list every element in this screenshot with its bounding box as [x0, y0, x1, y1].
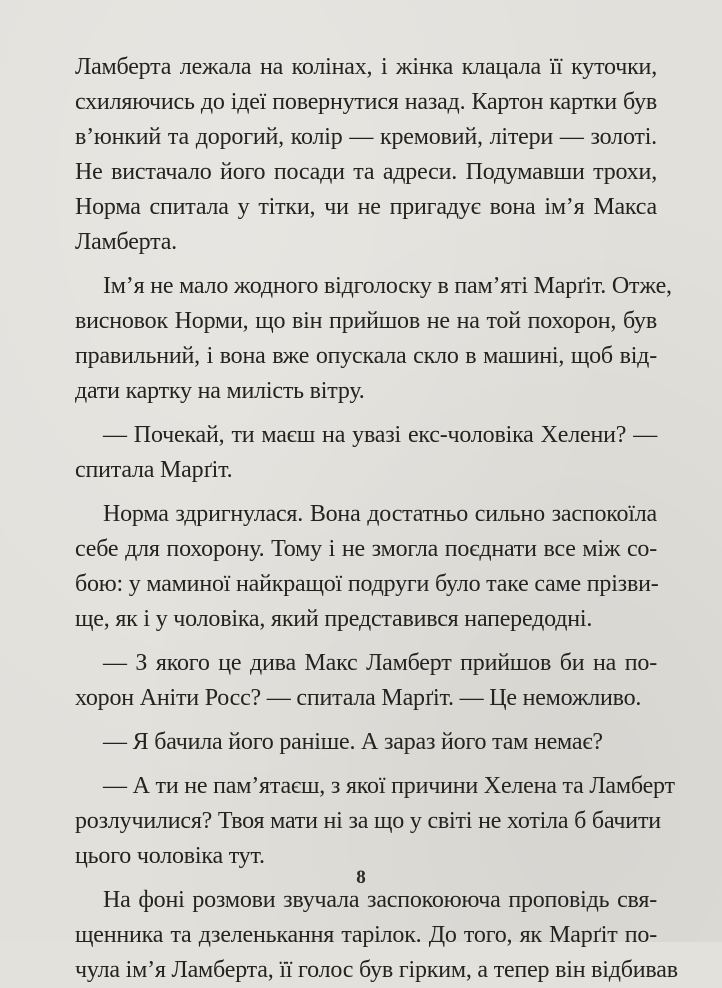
paragraph: [75, 769, 675, 874]
text-line: На фоні розмови звучала заспокоююча проповідь свя-: [103, 887, 657, 913]
text-line: хорон Аніти Росс? — спитала Марґіт. — Це неможливо.: [75, 685, 642, 711]
paragraph-gap: [75, 260, 657, 269]
paragraph-gap: [75, 716, 657, 725]
text-line: — А ти не пам’ятаєш, з якої причини Хелена та Ламберт: [103, 773, 675, 799]
text-line: висновок Норми, що він прийшов не на той похорон, був: [75, 308, 657, 334]
paragraph: [75, 269, 672, 409]
text-line: Норма здригнулася. Вона достатньо сильно заспокоїла: [103, 501, 657, 527]
paragraph-gap: [75, 637, 657, 646]
text-line: цього чоловіка тут.: [75, 843, 265, 869]
paragraph-gap: [75, 488, 657, 497]
paragraph: [75, 497, 657, 637]
page-number: 8: [356, 867, 366, 888]
paragraph: [75, 883, 678, 988]
text-line: дати картку на милість вітру.: [75, 378, 365, 404]
text-line: в’юнкий та дорогий, колір — кремовий, літери — золоті.: [75, 124, 657, 150]
text-line: схиляючись до ідеї повернутися назад. Картон картки був: [75, 89, 657, 115]
text-line: щенника та дзеленькання тарілок. До того, як Марґіт по-: [75, 922, 657, 948]
text-line: спитала Марґіт.: [75, 457, 233, 483]
text-line: правильний, і вона вже опускала скло в машині, щоб від-: [75, 343, 657, 369]
text-line: розлучилися? Твоя мати ні за що у світі не хотіла б бачити: [75, 808, 661, 834]
paragraph: [75, 646, 657, 716]
text-line: — Почекай, ти маєш на увазі екс-чоловіка Хелени? —: [103, 422, 657, 448]
paragraph-gap: [75, 409, 657, 418]
text-line: Норма спитала у тітки, чи не пригадує вона ім’я Макса: [75, 194, 657, 220]
text-line: Ім’я не мало жодного відголоску в пам’яті Марґіт. Отже,: [103, 273, 672, 299]
text-line: Ламберта лежала на колінах, і жінка клацала її куточки,: [75, 54, 657, 80]
text-line: — Я бачила його раніше. А зараз його там немає?: [103, 729, 603, 755]
text-line: чула ім’я Ламберта, її голос був гірким, а тепер він відбивав: [75, 957, 678, 983]
paragraph: [75, 418, 657, 488]
text-line: Ламберта.: [75, 229, 177, 255]
text-line: себе для похорону. Тому і не змогла поєднати все між со-: [75, 536, 657, 562]
text-line: — З якого це дива Макс Ламберт прийшов би на по-: [103, 650, 657, 676]
text-line: бою: у маминої найкращої подруги було таке саме прізви-: [75, 571, 659, 597]
body-text: [75, 50, 678, 988]
text-line: ще, як і у чоловіка, який представився напередодні.: [75, 606, 593, 632]
text-line: Не вистачало його посади та адреси. Подумавши трохи,: [75, 159, 657, 185]
paragraph: [75, 50, 657, 260]
paragraph-gap: [75, 760, 657, 769]
paragraph: [75, 725, 657, 760]
